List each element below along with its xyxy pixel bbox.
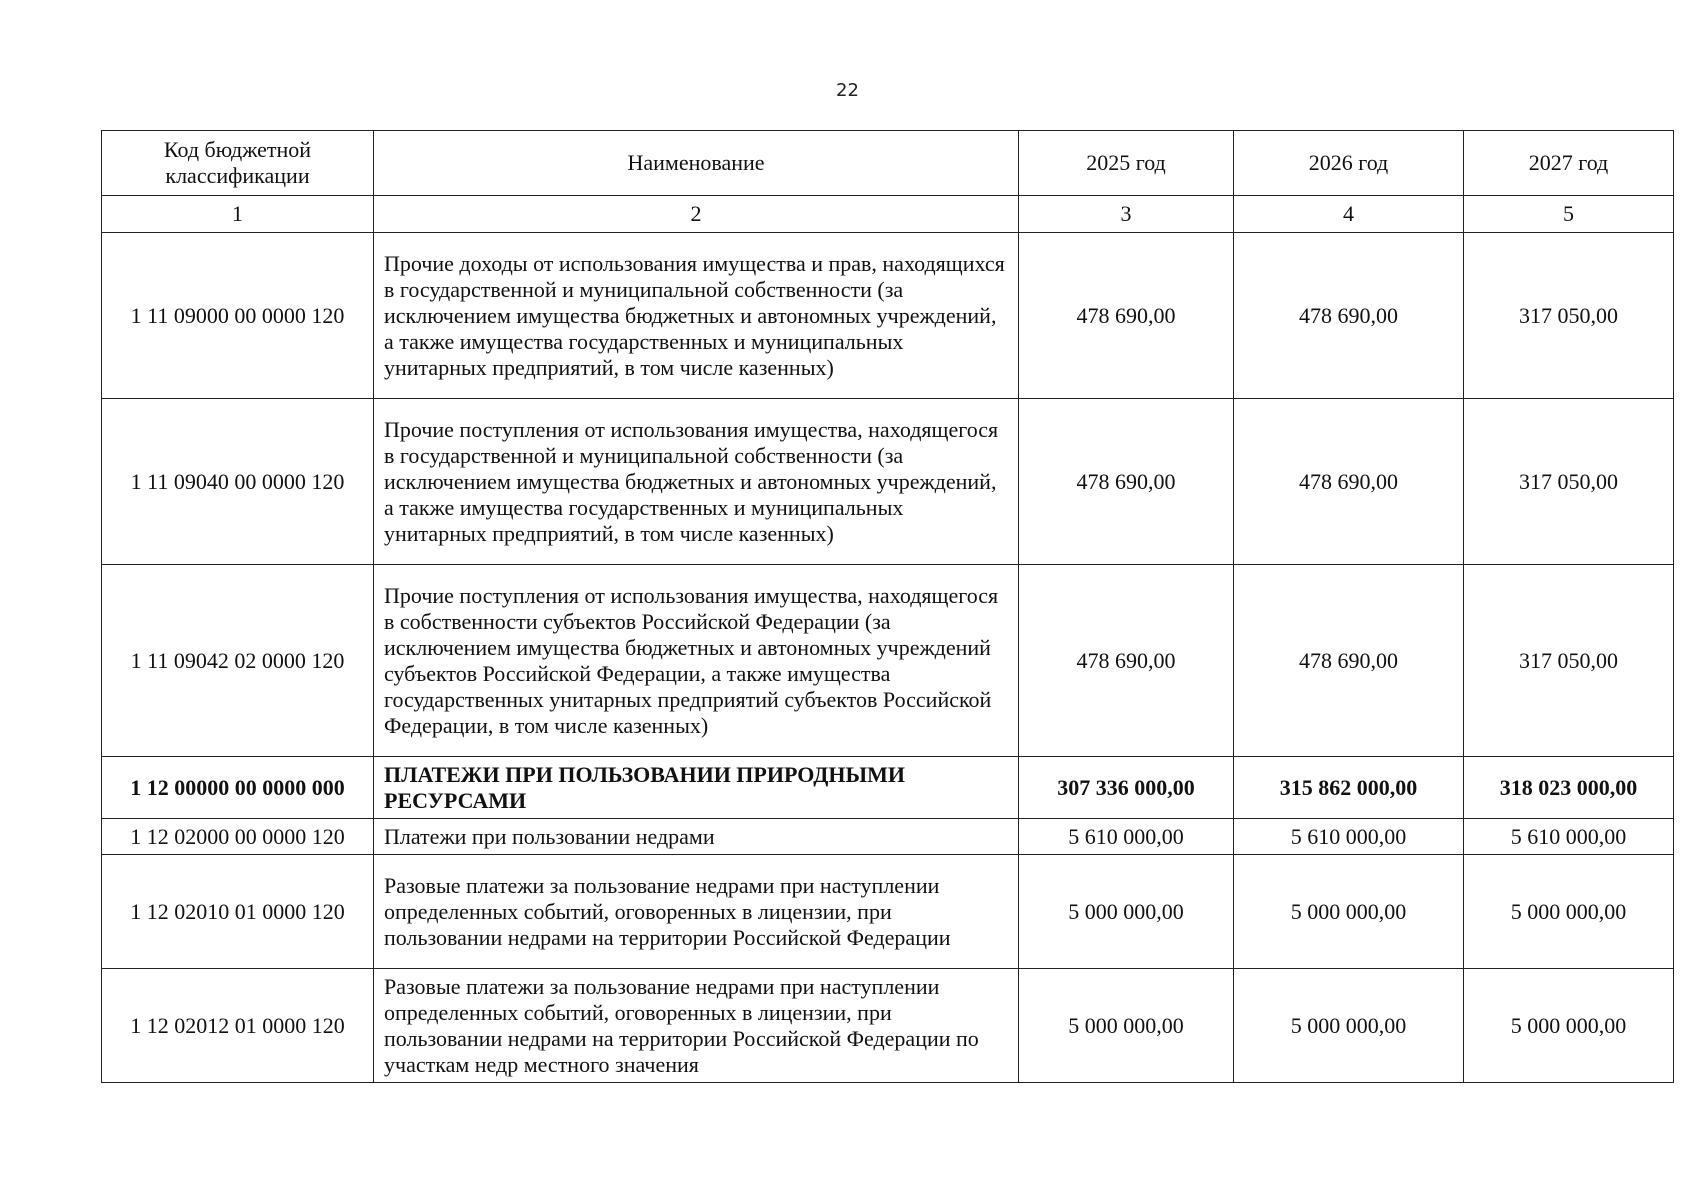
budget-code-cell: 1 11 09000 00 0000 120 (102, 233, 374, 399)
amount-2026-cell: 478 690,00 (1234, 565, 1464, 757)
amount-2025-cell: 5 000 000,00 (1019, 969, 1234, 1083)
amount-2026-cell: 478 690,00 (1234, 233, 1464, 399)
column-number: 2 (374, 196, 1019, 233)
budget-code-cell: 1 12 02000 00 0000 120 (102, 819, 374, 855)
amount-2027-cell: 5 000 000,00 (1464, 855, 1674, 969)
amount-2025-cell: 478 690,00 (1019, 233, 1234, 399)
item-name-cell: Прочие поступления от использования имущества, находящегося в государственной и муниципальной собственности (за исключением имущества бюджетных и автономных учреждений, а также имущества государственных и муниципальных унитарных предприятий, в том числе казенных) (374, 399, 1019, 565)
page-number: 22 (836, 80, 859, 101)
amount-2026-cell: 5 000 000,00 (1234, 855, 1464, 969)
column-number: 5 (1464, 196, 1674, 233)
amount-2026-cell: 315 862 000,00 (1234, 757, 1464, 819)
item-name-cell: Прочие поступления от использования имущества, находящегося в собственности субъектов Российской Федерации (за исключением имущества бюджетных и автономных учреждений субъектов Российской Федерации, а также имущества государственных унитарных предприятий субъектов Российской Федерации, в том числе казенных) (374, 565, 1019, 757)
header-code: Код бюджетной классификации (102, 131, 374, 196)
amount-2027-cell: 317 050,00 (1464, 399, 1674, 565)
amount-2026-cell: 478 690,00 (1234, 399, 1464, 565)
item-name-cell: Разовые платежи за пользование недрами при наступлении определенных событий, оговоренных в лицензии, при пользовании недрами на территории Российской Федерации (374, 855, 1019, 969)
header-name: Наименование (374, 131, 1019, 196)
amount-2025-cell: 5 610 000,00 (1019, 819, 1234, 855)
budget-code-cell: 1 11 09042 02 0000 120 (102, 565, 374, 757)
amount-2025-cell: 478 690,00 (1019, 565, 1234, 757)
item-name-cell: Прочие доходы от использования имущества и прав, находящихся в государственной и муниципальной собственности (за исключением имущества бюджетных и автономных учреждений, а также имущества государственных и муниципальных унитарных предприятий, в том числе казенных) (374, 233, 1019, 399)
table-row (102, 399, 1674, 565)
amount-2027-cell: 318 023 000,00 (1464, 757, 1674, 819)
table-row (102, 565, 1674, 757)
amount-2025-cell: 5 000 000,00 (1019, 855, 1234, 969)
item-name-cell: Разовые платежи за пользование недрами при наступлении определенных событий, оговоренных в лицензии, при пользовании недрами на территории Российской Федерации по участкам недр местного значения (374, 969, 1019, 1083)
table-row (102, 855, 1674, 969)
amount-2026-cell: 5 000 000,00 (1234, 969, 1464, 1083)
header-2025: 2025 год (1019, 131, 1234, 196)
amount-2027-cell: 317 050,00 (1464, 233, 1674, 399)
amount-2027-cell: 5 000 000,00 (1464, 969, 1674, 1083)
budget-code-cell: 1 12 02010 01 0000 120 (102, 855, 374, 969)
table-header-row (102, 131, 1674, 196)
header-2026: 2026 год (1234, 131, 1464, 196)
table-row (102, 233, 1674, 399)
budget-table (101, 130, 1674, 1083)
column-number: 3 (1019, 196, 1234, 233)
amount-2027-cell: 317 050,00 (1464, 565, 1674, 757)
table-row-section-total (102, 757, 1674, 819)
item-name-cell: Платежи при пользовании недрами (374, 819, 1019, 855)
budget-code-cell: 1 12 02012 01 0000 120 (102, 969, 374, 1083)
budget-code-cell: 1 11 09040 00 0000 120 (102, 399, 374, 565)
header-2027: 2027 год (1464, 131, 1674, 196)
amount-2026-cell: 5 610 000,00 (1234, 819, 1464, 855)
item-name-cell: ПЛАТЕЖИ ПРИ ПОЛЬЗОВАНИИ ПРИРОДНЫМИ РЕСУРСАМИ (374, 757, 1019, 819)
budget-code-cell: 1 12 00000 00 0000 000 (102, 757, 374, 819)
amount-2027-cell: 5 610 000,00 (1464, 819, 1674, 855)
amount-2025-cell: 307 336 000,00 (1019, 757, 1234, 819)
column-number: 1 (102, 196, 374, 233)
column-number: 4 (1234, 196, 1464, 233)
column-number-row (102, 196, 1674, 233)
table-row (102, 969, 1674, 1083)
amount-2025-cell: 478 690,00 (1019, 399, 1234, 565)
table-row (102, 819, 1674, 855)
